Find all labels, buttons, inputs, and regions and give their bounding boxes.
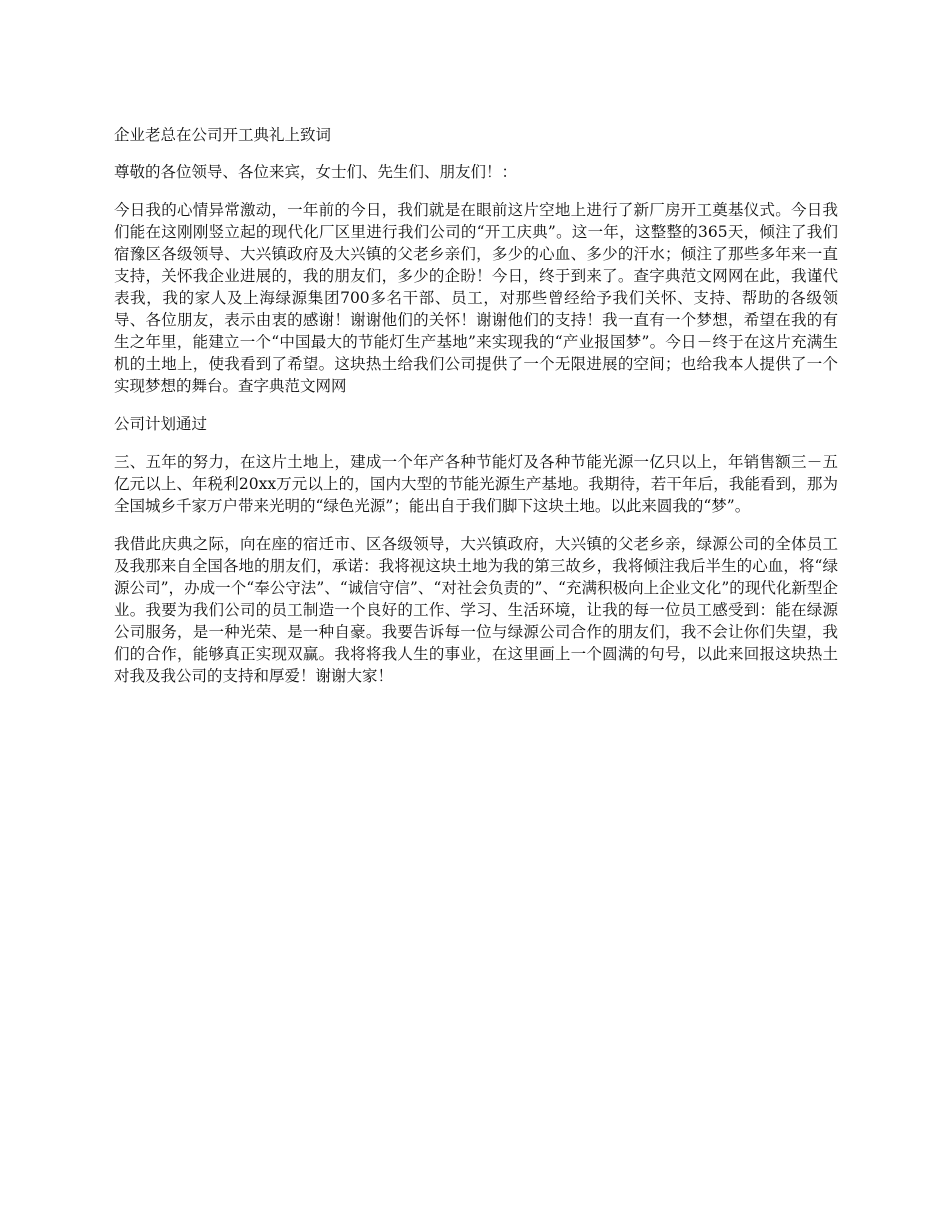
document-page [114,124,838,703]
section-heading-plan: 公司计划通过 [114,415,208,433]
document-title: 企业老总在公司开工典礼上致词 [114,126,332,144]
salutation: 尊敬的各位领导、各位来宾，女士们、先生们、朋友们！： [114,163,518,181]
paragraph-opening: 今日我的心情异常激动，一年前的今日，我们就是在眼前这片空地上进行了新厂房开工奠基仪式。今日我们能在这刚刚竖立起的现代化厂区里进行我们公司的“开工庆典”。这一年，这整整的365天，倾注了我们宿豫区各级领导、大兴镇政府及大兴镇的父老乡亲们，多少的心血、多少的汗水；倾注了那些多年来一直支持，关怀我企业进展的，我的朋友们，多少的企盼！今日，终于到来了。查字典范文网网在此，我谨代表我，我的家人及上海绿源集团700多名干部、员工，对那些曾经给予我们关怀、支持、帮助的各级领导、各位朋友，表示由衷的感谢！谢谢他们的关怀！谢谢他们的支持！我一直有一个梦想，希望在我的有生之年里，能建立一个“中国最大的节能灯生产基地”来实现我的“产业报国梦”。今日－终于在这片充满生机的土地上，使我看到了希望。这块热土给我们公司提供了一个无限进展的空间；也给我本人提供了一个实现梦想的舞台。查字典范文网网 [114,201,838,395]
paragraph-commitment: 我借此庆典之际，向在座的宿迁市、区各级领导，大兴镇政府，大兴镇的父老乡亲，绿源公司的全体员工及我那来自全国各地的朋友们，承诺：我将视这块土地为我的第三故乡，我将倾注我后半生的心血，将“绿源公司”，办成一个“奉公守法”、“诚信守信”、“对社会负责的”、“充满积极向上企业文化”的现代化新型企业。我要为我们公司的员工制造一个良好的工作、学习、生活环境，让我的每一位员工感受到：能在绿源公司服务，是一种光荣、是一种自豪。我要告诉每一位与绿源公司合作的朋友们，我不会让你们失望，我们的合作，能够真正实现双赢。我将将我人生的事业，在这里画上一个圆满的句号，以此来回报这块热土对我及我公司的支持和厚爱！谢谢大家！ [114,535,838,685]
paragraph-goals: 三、五年的努力，在这片土地上，建成一个年产各种节能灯及各种节能光源一亿只以上，年销售额三－五亿元以上、年税利20xx万元以上的，国内大型的节能光源生产基地。我期待，若干年后，我能看到，那为全国城乡千家万户带来光明的“绿色光源”；能出自于我们脚下这块土地。以此来圆我的“梦”。 [114,453,838,515]
